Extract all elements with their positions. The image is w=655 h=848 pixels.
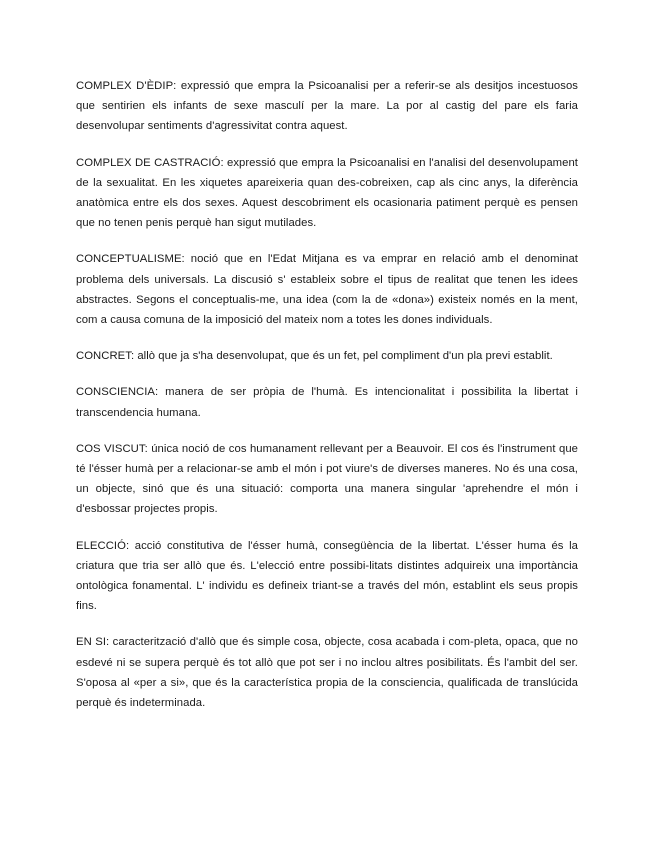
glossary-entry-eleccio: ELECCIÓ: acció constitutiva de l'ésser humà, consegüència de la libertat. L'ésser huma és la criatura que tria ser allò que és. L'elecció entre possibi-litats distintes adquireix una importància ontològica fonamental. L' individu es defineix triant-se a través del món, establint els seus propis fins. <box>76 539 578 613</box>
glossary-entry-complex-edip: COMPLEX D'ÈDIP: expressió que empra la Psicoanalisi per a referir-se als desitjos incestuosos que sentirien els infants de sexe masculí per la mare. La por al castig del pare els faria desenvolupar sentiments d'agressivitat contra aquest. <box>76 80 578 133</box>
glossary-entry-complex-castracio: COMPLEX DE CASTRACIÓ: expressió que empra la Psicoanalisi en l'analisi del desenvolupament de la sexualitat. En les xiquetes apareixeria quan des-cobreixen, cap als cinc anys, la diferència anatòmica entre els dos sexes. Aquest descobriment els ocasionaria patiment perquè es pensen que no tenen penis perquè han sigut mutilades. <box>76 156 578 230</box>
glossary-entry-concret: CONCRET: allò que ja s'ha desenvolupat, que és un fet, pel compliment d'un pla previ establit. <box>76 350 553 363</box>
glossary-entry-en-si: EN SI: caracterització d'allò que és simple cosa, objecte, cosa acabada i com-pleta, opaca, que no esdevé ni se supera perquè és tot allò que pot ser i no inclou altres posibilitats. És l'ambit del ser. S'oposa al «per a si», que és la característica propia de la consciencia, qualificada de translúcida perquè és indeterminada. <box>76 636 578 710</box>
glossary-entry-cos-viscut: COS VISCUT: única noció de cos humanament rellevant per a Beauvoir. El cos és l'instrument que té l'ésser humà per a relacionar-se amb el món i pot viure's de diverses maneres. No és una cosa, un objecte, sinó que és una situació: comporta una manera singular 'aprehendre el món i d'esbossar projectes propis. <box>76 442 578 516</box>
document-page <box>76 76 578 729</box>
glossary-entry-consciencia: CONSCIENCIA: manera de ser pròpia de l'humà. Es intencionalitat i possibilita la libertat i transcendencia humana. <box>76 386 578 419</box>
glossary-entry-conceptualisme: CONCEPTUALISME: noció que en l'Edat Mitjana es va emprar en relació amb el denominat problema dels universals. La discusió s' estableix sobre el tipus de realitat que tenen les idees abstractes. Segons el conceptualis-me, una idea (com la de «dona») existeix només en la ment, com a causa comuna de la imposició del mateix nom a totes les dones individuals. <box>76 253 578 327</box>
